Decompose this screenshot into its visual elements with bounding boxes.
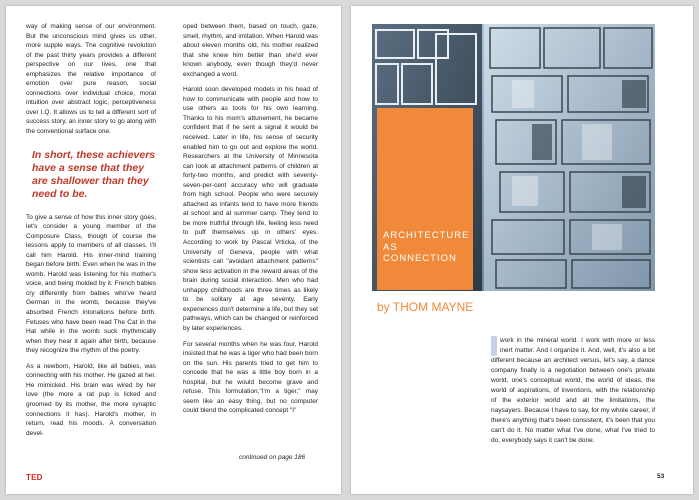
right-column: [183, 22, 318, 422]
paragraph: way of making sense of our environment. But the unconscious mind gives us other, more supple ways. The cognitive revolution of the past thirty years provides a different perspective on our lives, one that emphasizes the relative importance of emotion over pure reason, social connections over individual choice, moral intuition over abstract logic, perceptiveness over I.Q. It allows us to tell a different sort of success story, an inner story to go along with the conventional surface one.: [26, 23, 156, 136]
continued-note: continued on page 186: [239, 454, 306, 461]
paragraph: Harold soon developed models in his head of how to communicate with people and how to use others as tools for his own learning. Thanks to his mom's attunement, he became confident that if he sent a signal it would be received. Later in life, his sense of security enabled him to go out and explore the world. Researchers at the University of Minnesota can look at attachment patterns of children at forty-two months, and predict with seventy-seven-per-cent accuracy who will graduate from high school. People who were securely attached as infants tend to have more friends at school and at summer camp. They tend to be more truthful through life, feeling less need to puff themselves up in others' eyes. According to work by Pascal Vrticka, of the University of Geneva, people with what scientists call "avoidant attachment patterns" show less activation in the reward areas of the brain during social interaction. Men who had unhappy childhoods are three times as likely to be solitary at age seventy. Early experiences don't determine a life, but they set pathways, which can be changed or reinforced by later experiences.: [183, 86, 318, 332]
intro-paragraph: [491, 336, 655, 446]
left-page: [6, 6, 341, 494]
page-number: 53: [657, 473, 665, 480]
dropcap: [491, 336, 497, 356]
right-page: [351, 6, 693, 494]
paragraph: oped between them, based on touch, gaze, smell, rhythm, and imitation. When Harold was about eleven months old, his mother realized that she knew him better than she'd ever known anybody, even though they'd never exchanged a word.: [183, 23, 318, 78]
byline: by THOM MAYNE: [377, 300, 474, 314]
paragraph: As a newborn, Harold, like all babies, was connecting with his mother. He gazed at her. He mimicked. His brain was wired by her love (the more a rat pup is licked and groomed by its mother, the more synaptic connections it has). Harold's mother, in return, read his moods. A conversation devel-: [26, 362, 156, 437]
article-title: ARCHITECTURE AS CONNECTION: [383, 230, 470, 264]
ted-logo: TED: [26, 473, 43, 482]
intro-text: work in the mineral world. I work with more or less inert matter. And I organize it. And, well, it's also a bit different because an architect versus, let's say, a dance company finally is a negotiation between one's private world, one's conceptual world, the world of ideas, the world of aspirations, of inventions, with the relationship of the exterior world and all the limitations, the naysayers. Because I have to say, for my whole career, if there's anything that's been consistent, it's been that you can't do it. No matter what I've done, what I've tried to do, everybody says it can't be done.: [491, 337, 655, 444]
paragraph: For several months when he was four, Harold insisted that he was a tiger who had been born on the sun. His parents tried to get him to concede that he was a little boy born in a hospital, but he would become grave and refuse. This formulation,"I'm a tiger," may seem like an easy thing, but no computer could blend the complicated concept "I": [183, 340, 318, 415]
left-column: [26, 22, 156, 444]
paragraph: To give a sense of how this inner story goes, let's consider a young member of the Composure Class, though of course the lessons apply to members of all classes. I'll call him Harold. His inner-mind training began before birth. Even when he was in the womb, Harold was listening for his mother's voice, and being molded by it. French babies cry differently from babies who've heard German in the womb, because they've absorbed French intonations before birth. Fetuses who have been read The Cat in the Hat while in the womb suck rhythmically when they hear it again after birth, because they recognize the rhythm of the poetry.: [26, 213, 156, 355]
pull-quote: In short, these achievers have a sense that they are shallower than they need to be.: [32, 148, 156, 200]
title-box: [377, 108, 473, 290]
